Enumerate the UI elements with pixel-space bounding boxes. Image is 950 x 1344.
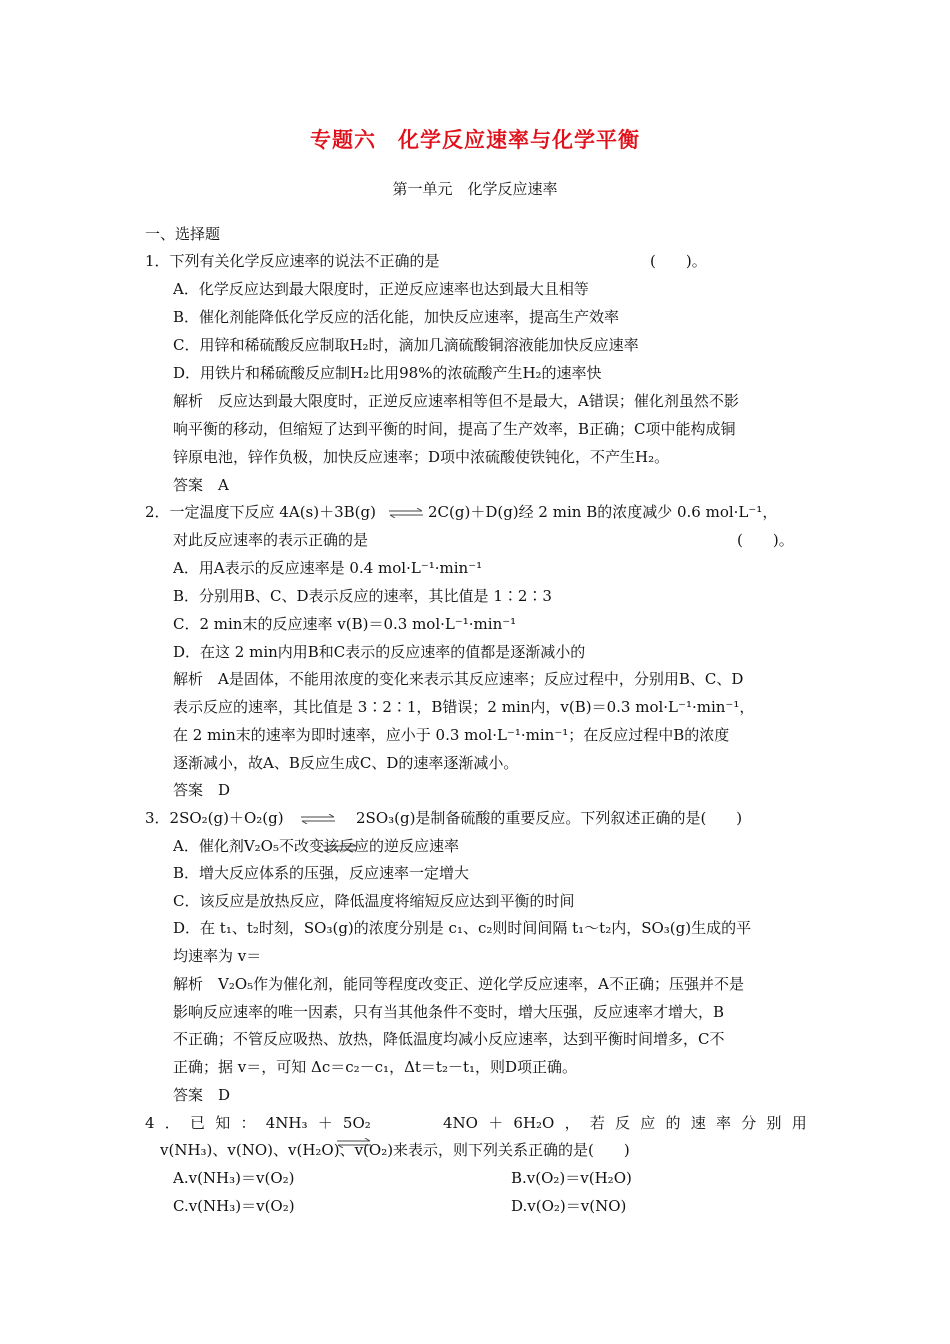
- q3-analysis-line: 解析 V₂O₅作为催化剂，能同等程度改变正、逆化学反应速率，A不正确；压强并不是: [173, 975, 744, 993]
- q2-analysis-line: 解析 A是固体，不能用浓度的变化来表示其反应速率；反应过程中，分别用B、C、D: [173, 670, 744, 688]
- q4-stem-token: 速: [690, 1114, 706, 1132]
- q1-answer: 答案 A: [173, 476, 229, 494]
- q4-stem-token: 反: [615, 1114, 631, 1132]
- q2-option-a: A．用A表示的反应速率是 0.4 mol·L⁻¹·min⁻¹: [173, 559, 483, 577]
- q4-stem-token: 知: [215, 1114, 231, 1132]
- page-title: 专题六 化学反应速率与化学平衡: [310, 128, 640, 152]
- q2-stem-line2: 对此反应速率的表示正确的是: [173, 531, 369, 549]
- q4-stem-token: 率: [715, 1114, 731, 1132]
- q1-option-a: A．化学反应达到最大限度时，正逆反应速率也达到最大且相等: [173, 280, 589, 298]
- q4-stem-token: 4: [145, 1114, 155, 1132]
- q2-option-c: C．2 min末的反应速率 v(B)＝0.3 mol·L⁻¹·min⁻¹: [173, 615, 517, 633]
- q4-option-d: D.v(O₂)＝v(NO): [511, 1197, 627, 1215]
- q4-stem-token: ＋: [488, 1114, 504, 1132]
- q4-stem-token: ＋: [317, 1114, 333, 1132]
- q4-option-c: C.v(NH₃)＝v(O₂): [173, 1197, 295, 1215]
- q4-option-b: B.v(O₂)＝v(H₂O): [511, 1169, 632, 1187]
- q3-analysis-line: 不正确；不管反应吸热、放热，降低温度均减小反应速率，达到平衡时间增多，C不: [173, 1030, 725, 1048]
- q2-analysis-line: 逐渐减小，故A、B反应生成C、D的速率逐渐减小。: [173, 754, 519, 772]
- q4-stem-token: 4NH₃: [265, 1114, 308, 1132]
- q2-analysis-line: 表示反应的速率，其比值是 3∶2∶1，B错误；2 min内，v(B)＝0.3 mol·L⁻¹·min⁻¹，: [173, 698, 755, 716]
- q2-stem-left: 2．一定温度下反应 4A(s)＋3B(g): [145, 503, 376, 521]
- q4-stem-token: 若: [589, 1114, 605, 1132]
- q2-stem-right: 2C(g)＋D(g)经 2 min B的浓度减少 0.6 mol·L⁻¹，: [428, 503, 778, 521]
- q1-analysis-line: 解析 反应达到最大限度时，正逆反应速率相等但不是最大，A错误；催化剂虽然不影: [173, 392, 739, 410]
- q4-stem-token: 应: [640, 1114, 656, 1132]
- q4-stem-token: 4NO: [443, 1114, 478, 1132]
- reversible-arrow-icon: [300, 814, 336, 824]
- q2-option-b: B．分别用B、C、D表示反应的速率，其比值是 1∶2∶3: [173, 587, 552, 605]
- section-heading: 一、选择题: [145, 225, 221, 243]
- q4-stem-token: ，: [564, 1114, 580, 1132]
- q3-option-c: C．该反应是放热反应，降低温度将缩短反应达到平衡的时间: [173, 892, 575, 910]
- q1-answer-bracket: ( )。: [650, 252, 707, 270]
- q3-option-d: D．在 t₁、t₂时刻，SO₃(g)的浓度分别是 c₁、c₂则时间间隔 t₁～t₂内，SO₃(g)生成的平: [173, 919, 752, 937]
- q1-option-d: D．用铁片和稀硫酸反应制H₂比用98%的浓硫酸产生H₂的速率快: [173, 364, 602, 382]
- q2-option-d: D．在这 2 min内用B和C表示的反应速率的值都是逐渐减小的: [173, 643, 586, 661]
- q4-stem-line2: v(NH₃)、v(NO)、v(H₂O)、v(O₂)来表示，则下列关系正确的是( ): [160, 1141, 630, 1159]
- reversible-arrow-icon: [388, 508, 424, 518]
- q4-stem-token: ．: [164, 1114, 180, 1132]
- q3-stem-left: 3．2SO₂(g)＋O₂(g): [145, 809, 284, 827]
- q4-stem-token: 的: [665, 1114, 681, 1132]
- reversible-arrow-icon: [322, 843, 358, 853]
- q1-analysis-line: 响平衡的移动，但缩短了达到平衡的时间，提高了生产效率，B正确；C项中能构成铜: [173, 420, 736, 438]
- q3-answer: 答案 D: [173, 1086, 231, 1104]
- q3-option-d-cont: 均速率为 v＝: [173, 947, 262, 965]
- q3-analysis-line: 影响反应速率的唯一因素，只有当其他条件不变时，增大压强，反应速率才增大，B: [173, 1003, 725, 1021]
- q3-stem-right: 2SO₃(g)是制备硫酸的重要反应。下列叙述正确的是( ): [356, 809, 743, 827]
- unit-subtitle: 第一单元 化学反应速率: [392, 180, 558, 198]
- q4-stem: [145, 1113, 807, 1133]
- q4-stem-token: 6H₂O: [513, 1114, 555, 1132]
- q4-stem-token: 用: [791, 1114, 807, 1132]
- q1-option-b: B．催化剂能降低化学反应的活化能，加快反应速率，提高生产效率: [173, 308, 620, 326]
- q2-answer: 答案 D: [173, 781, 231, 799]
- q4-stem-token: 5O₂: [342, 1114, 371, 1132]
- q3-option-b: B．增大反应体系的压强，反应速率一定增大: [173, 864, 470, 882]
- q4-option-a: A.v(NH₃)＝v(O₂): [173, 1169, 295, 1187]
- q4-stem-token: 分: [741, 1114, 757, 1132]
- q3-analysis-line: 正确；据 v＝，可知 Δc＝c₂－c₁，Δt＝t₂－t₁，则D项正确。: [173, 1058, 578, 1076]
- q4-stem-token: 已: [190, 1114, 206, 1132]
- q4-stem-token: 别: [766, 1114, 782, 1132]
- q1-stem: 1．下列有关化学反应速率的说法不正确的是: [145, 252, 440, 270]
- q1-option-c: C．用锌和稀硫酸反应制取H₂时，滴加几滴硫酸铜溶液能加快反应速率: [173, 336, 639, 354]
- q4-stem-token: ：: [240, 1114, 256, 1132]
- q2-analysis-line: 在 2 min末的速率为即时速率，应小于 0.3 mol·L⁻¹·min⁻¹；在反应过程中B的浓度: [173, 726, 730, 744]
- q1-analysis-line: 锌原电池，锌作负极，加快反应速率；D项中浓硫酸使铁钝化，不产生H₂。: [173, 448, 670, 466]
- q3-option-a: A．催化剂V₂O₅不改变该反应的逆反应速率: [173, 837, 459, 855]
- q2-answer-bracket: ( )。: [737, 531, 794, 549]
